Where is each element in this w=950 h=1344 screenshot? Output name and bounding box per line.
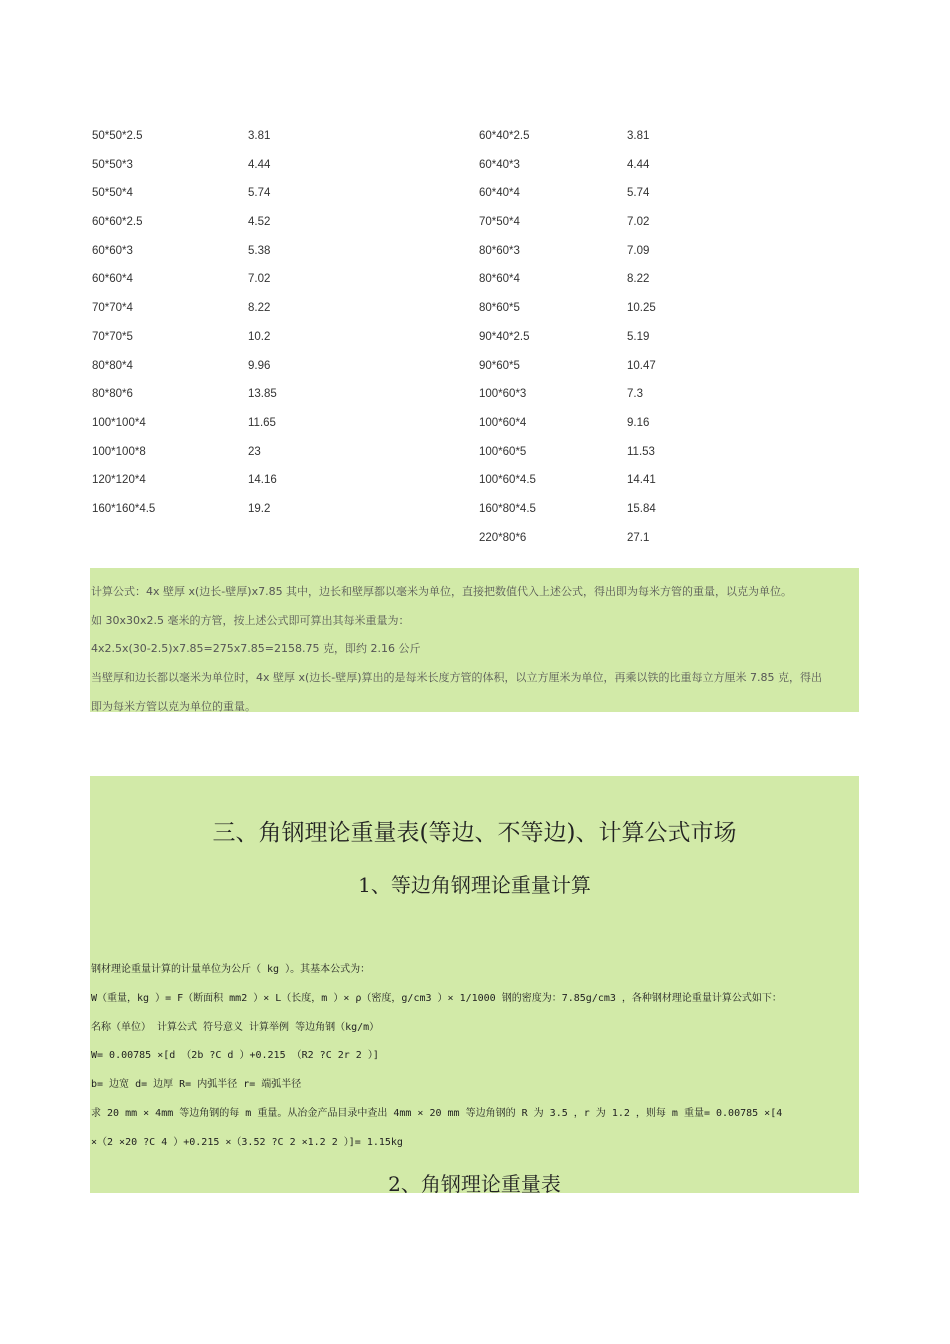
table-row: [92, 495, 862, 524]
spec-cell: 80*60*3: [479, 244, 520, 257]
spec-cell: 90*60*5: [479, 359, 520, 372]
body-line: ×（2 ×20 ?C 4 ）+0.215 ×（3.52 ?C 2 ×1.2 2 ）]= 1.15kg: [91, 1137, 403, 1148]
subsection-title: 2、角钢理论重量表: [388, 1172, 561, 1196]
weight-cell: 7.3: [627, 388, 643, 401]
spec-cell: 100*60*5: [479, 445, 527, 458]
spec-cell: 60*40*4: [479, 187, 520, 200]
weight-cell: 5.74: [627, 187, 650, 200]
table-row: [92, 438, 862, 467]
spec-cell: 50*50*2.5: [92, 130, 143, 142]
spec-cell: 160*80*4.5: [479, 502, 536, 515]
spec-cell: 160*160*4.5: [92, 502, 156, 515]
spec-cell: 70*70*5: [92, 330, 133, 343]
weight-cell: 4.52: [248, 216, 271, 229]
table-row: [92, 122, 862, 151]
weight-cell: 8.22: [627, 273, 650, 286]
spec-cell: 60*60*4: [92, 273, 133, 286]
table-row: [92, 352, 862, 381]
spec-cell: 60*60*2.5: [92, 216, 143, 229]
weight-cell: 3.81: [627, 130, 650, 142]
weight-cell: 27.1: [627, 531, 650, 544]
table-row: [92, 237, 862, 266]
weight-cell: 19.2: [248, 502, 271, 515]
weight-table: [92, 122, 862, 552]
weight-cell: 9.16: [627, 416, 650, 429]
weight-cell: 5.74: [248, 187, 271, 200]
formula-block: [90, 568, 859, 712]
spec-cell: 80*80*4: [92, 359, 133, 372]
weight-cell: 4.44: [627, 158, 650, 171]
weight-cell: 15.84: [627, 502, 656, 515]
spec-cell: 90*40*2.5: [479, 330, 530, 343]
table-row: [92, 208, 862, 237]
weight-cell: 7.02: [248, 273, 271, 286]
table-row: [92, 265, 862, 294]
weight-cell: 3.81: [248, 130, 271, 142]
weight-cell: 7.09: [627, 244, 650, 257]
body-line: W= 0.00785 ×[d （2b ?C d ）+0.215 （R2 ?C 2r 2 ）]: [91, 1050, 379, 1061]
formula-line: 4x2.5x(30-2.5)x7.85=275x7.85=2158.75 克，即约 2.16 公斤: [91, 642, 421, 655]
subsection-title: 1、等边角钢理论重量计算: [358, 873, 591, 897]
table-row: [92, 466, 862, 495]
spec-cell: 60*40*3: [479, 158, 520, 171]
body-line: 钢材理论重量计算的计量单位为公斤（ kg ）。其基本公式为：: [91, 964, 371, 975]
section-title: 三、角钢理论重量表(等边、不等边)、计算公式市场: [212, 820, 737, 846]
spec-cell: 80*60*4: [479, 273, 520, 286]
formula-line: 即为每米方管以克为单位的重量。: [91, 700, 256, 713]
body-line: 名称（单位） 计算公式 符号意义 计算举例 等边角钢（kg/m）: [91, 1022, 380, 1033]
weight-cell: 10.47: [627, 359, 656, 372]
spec-cell: 120*120*4: [92, 474, 146, 487]
weight-cell: 11.53: [627, 445, 655, 458]
formula-line: 如 30x30x2.5 毫米的方管，按上述公式即可算出其每米重量为：: [91, 614, 410, 627]
weight-cell: 5.38: [248, 244, 271, 257]
body-line: W（重量，kg ）= F（断面积 mm2 ）× L（长度，m ）× ρ（密度，g/cm3 ）× 1/1000 钢的密度为：7.85g/cm3 ，各种钢材理论重量计算公式如下：: [91, 993, 782, 1004]
weight-cell: 4.44: [248, 158, 271, 171]
weight-cell: 8.22: [248, 302, 271, 315]
spec-cell: 60*40*2.5: [479, 130, 530, 142]
weight-cell: 13.85: [248, 388, 277, 401]
weight-cell: 23: [248, 445, 261, 458]
spec-cell: 100*100*8: [92, 445, 146, 458]
weight-cell: 10.2: [248, 330, 271, 343]
spec-cell: 100*60*3: [479, 388, 527, 401]
spec-cell: 80*80*6: [92, 388, 133, 401]
table-row: [92, 294, 862, 323]
spec-cell: 70*50*4: [479, 216, 520, 229]
table-row: [92, 323, 862, 352]
weight-cell: 10.25: [627, 302, 656, 315]
weight-cell: 11.65: [248, 416, 276, 429]
weight-cell: 5.19: [627, 330, 650, 343]
spec-cell: 100*60*4.5: [479, 474, 536, 487]
table-row: [92, 524, 862, 553]
table-row: [92, 380, 862, 409]
spec-cell: 100*100*4: [92, 416, 146, 429]
table-row: [92, 151, 862, 180]
weight-cell: 7.02: [627, 216, 650, 229]
spec-cell: 70*70*4: [92, 302, 133, 315]
table-row: [92, 179, 862, 208]
body-line: b= 边宽 d= 边厚 R= 内弧半径 r= 端弧半径: [91, 1079, 302, 1090]
spec-cell: 50*50*3: [92, 158, 133, 171]
body-line: 求 20 mm × 4mm 等边角钢的每 m 重量。从冶金产品目录中查出 4mm × 20 mm 等边角钢的 R 为 3.5 ，r 为 1.2 ，则每 m 重量= 0.00785 ×[4: [91, 1108, 783, 1119]
spec-cell: 100*60*4: [479, 416, 527, 429]
formula-line: 计算公式：4x 壁厚 x(边长-壁厚)x7.85 其中，边长和壁厚都以毫米为单位，直接把数值代入上述公式，得出即为每米方管的重量，以克为单位。: [91, 585, 793, 598]
spec-cell: 220*80*6: [479, 531, 527, 544]
spec-cell: 50*50*4: [92, 187, 133, 200]
table-row: [92, 409, 862, 438]
spec-cell: 80*60*5: [479, 302, 520, 315]
weight-cell: 9.96: [248, 359, 271, 372]
weight-cell: 14.16: [248, 474, 277, 487]
formula-line: 当壁厚和边长都以毫米为单位时，4x 壁厚 x(边长-壁厚)算出的是每米长度方管的体积，以立方厘米为单位，再乘以铁的比重每立方厘米 7.85 克，得出: [91, 671, 823, 684]
spec-cell: 60*60*3: [92, 244, 133, 257]
weight-cell: 14.41: [627, 474, 656, 487]
angle-steel-section: [90, 776, 859, 1196]
